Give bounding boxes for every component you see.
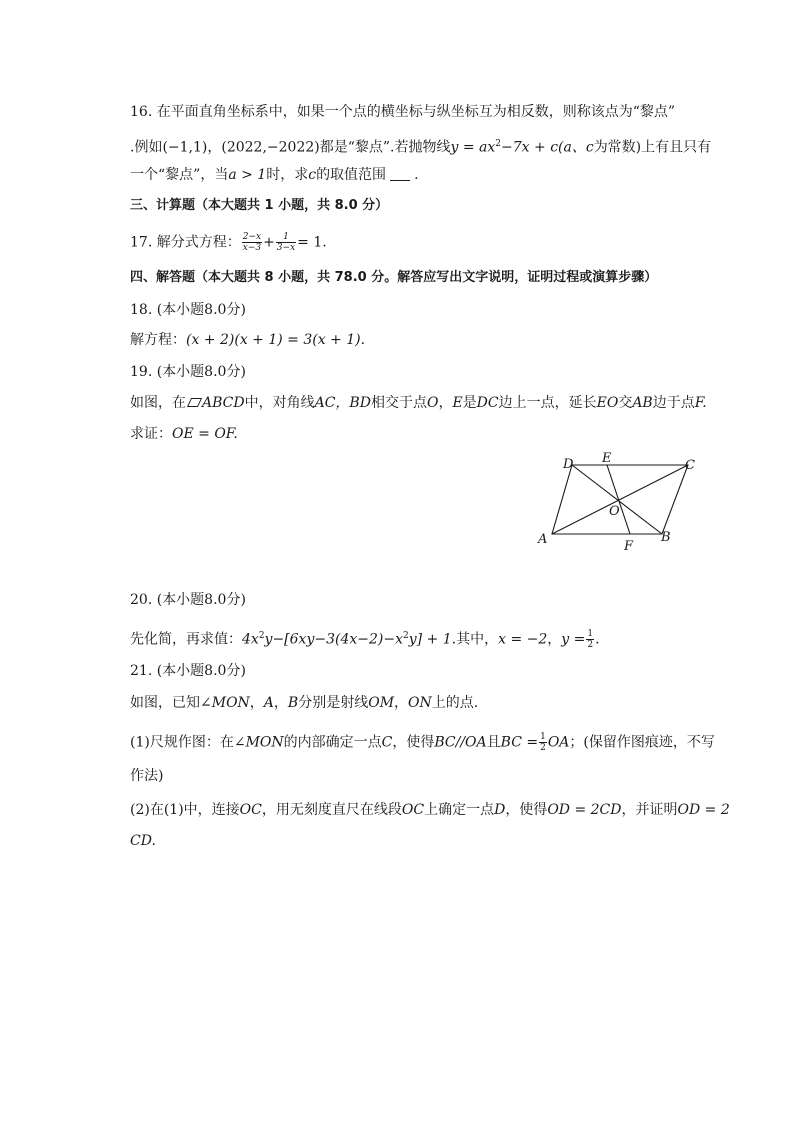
q16-line2 [130,134,711,158]
q21-text: (1)尺规作图：在 [130,734,234,751]
q16-math: y = ax [450,139,496,156]
point-label-o: O [609,504,620,519]
q20-math: y−[6xy−3(4x−2)−x [264,631,403,648]
exponent: 2 [403,631,409,641]
q19-math: O [426,395,439,411]
q16-text: 时，求 [266,167,309,183]
q21-text: ， [394,695,409,711]
point-label-e: E [602,451,612,466]
q21-fraction [539,732,547,753]
q20-fraction [586,629,594,650]
segment-ef [607,465,630,534]
q20-math: x = −2 [498,631,548,648]
q19-text: 边上一点，延长 [498,395,597,411]
q19-math: ABCD [202,395,245,411]
q21-math: ∠MON [233,734,284,751]
numerator: 1 [540,732,546,742]
q21-math: OC [401,802,425,818]
denominator: x−3 [242,243,262,253]
q21-line1 [130,693,478,713]
q16-text: 16. 在平面直角坐标系中，如果一个点的横坐标与纵坐标互为相反数，则称该点为“黎点” [130,104,676,120]
exponent: 2 [258,631,265,641]
q19-text: ， [438,395,453,411]
q20-text: ， [547,631,562,648]
q21-math: ON [408,695,432,711]
numerator: 2−x [242,232,262,242]
q19-text: 如图，在 [130,395,186,411]
q19-parallelogram-figure [530,448,710,558]
point-label-a: A [538,532,548,547]
q18-text: 解方程： [130,332,186,348]
numerator: 1 [587,629,594,640]
q19-math: AB [632,395,653,411]
q20-body [130,626,600,650]
q21-text: 如图，已知 [130,695,200,711]
denominator: 2 [587,640,594,651]
q16-line1 [130,102,675,122]
point-label-f: F [624,539,634,554]
q21-math: BC//OA [434,734,487,751]
parallelogram-symbol [187,398,202,407]
q17-text: = 1. [297,234,327,251]
numerator: 1 [276,232,296,243]
q21-math: OD = 2CD [547,802,622,818]
q21-math: OM [368,695,395,711]
answer-blank[interactable] [390,166,410,181]
q21-math: OC [239,802,262,818]
q19-math: F. [694,395,707,411]
q16-line3 [130,165,419,185]
q19-math: OE = OF. [172,426,238,442]
q17-fraction-2 [276,232,296,253]
section-4-heading: 四、解答题（本大题共 8 小题，共 78.0 分。解答应写出文字说明，证明过程或演算步骤） [130,270,658,285]
q16-math: −7x + c( [501,139,564,156]
q18-body [130,330,365,350]
q19-line2 [130,424,238,444]
q21-math: OA [547,734,570,751]
q21-text: 上确定一点 [424,802,495,818]
q21-line3: 作法) [130,768,164,784]
q19-head: 19. (本小题8.0分) [130,364,246,380]
q21-head: 21. (本小题8.0分) [130,663,246,679]
q21-text: ， [249,695,264,711]
q21-text: ，用无刻度直尺在线段 [261,802,402,818]
q21-text: 上的点. [431,695,479,711]
denominator: 3−x [276,243,296,253]
q19-text: 边于点 [652,395,695,411]
q19-line1 [130,393,707,413]
q20-math: 4x [242,631,259,648]
point-label-b: B [661,530,671,545]
point-label-c: C [685,458,695,473]
q19-math: E [452,395,463,411]
q21-math: B [287,695,299,711]
q21-line2 [130,732,715,753]
q20-math: y = [561,631,586,648]
q19-text: 相交于点 [370,395,427,411]
q21-math: A [263,695,274,711]
q20-text: 先化简，再求值： [130,631,242,648]
diagonal-bd [572,465,662,534]
q16-text: 一个“黎点”，当 [130,167,229,183]
q21-text: ， [273,695,288,711]
q17-fraction-1 [242,232,262,253]
q21-text: 且 [486,734,501,751]
q19-math: AC，BD [314,395,371,411]
q16-math: c [308,167,317,183]
q19-text: 中，对角线 [244,395,315,411]
q21-text: ，使得 [392,734,435,751]
q21-math: C [381,734,393,751]
point-label-d: D [563,457,574,472]
q21-math: ∠MON [200,695,250,711]
q19-text: 求证： [130,426,172,442]
denominator: 2 [540,743,546,753]
exponent: 2 [495,139,502,149]
q20-text: .其中， [451,631,499,648]
section-3-heading: 三、计算题（本大题共 1 小题，共 8.0 分） [130,198,389,213]
q18-math: (x + 2)(x + 1) = 3(x + 1). [186,332,366,348]
q21-math: OD = 2 [677,802,730,818]
q16-math: a > 1 [228,167,267,183]
plus-sign: + [263,234,275,251]
q21-line5: CD. [130,833,156,849]
q16-text: 的取值范围 [316,167,387,183]
q18-head: 18. (本小题8.0分) [130,302,246,318]
q17-text: 17. 解分式方程： [130,234,241,251]
q20-head: 20. (本小题8.0分) [130,592,246,608]
q21-text: ，并证明 [621,802,678,818]
q19-text: 交 [618,395,633,411]
q21-line4 [130,800,730,820]
q16-math: a、c [563,139,594,156]
diagonal-ac [552,465,688,534]
q19-math: EO [596,395,619,411]
q21-text: ；(保留作图痕迹，不写 [569,734,715,751]
q17-line [130,232,327,253]
q16-text: 为常数)上有且只有 [593,139,712,156]
q21-text: 的内部确定一点 [283,734,382,751]
q16-text: .例如(−1,1)，(2022,−2022)都是“黎点”.若抛物线 [130,139,451,156]
q16-text: . [414,167,419,183]
q21-math: D [494,802,506,818]
q19-math: DC [476,395,499,411]
q19-text: 是 [462,395,477,411]
q21-text: (2)在(1)中，连接 [130,802,240,818]
q21-math: BC = [500,734,539,751]
q21-text: ，使得 [505,802,548,818]
q20-text: . [595,631,600,648]
q21-text: 分别是射线 [298,695,369,711]
q20-math: y] + 1 [408,631,452,648]
